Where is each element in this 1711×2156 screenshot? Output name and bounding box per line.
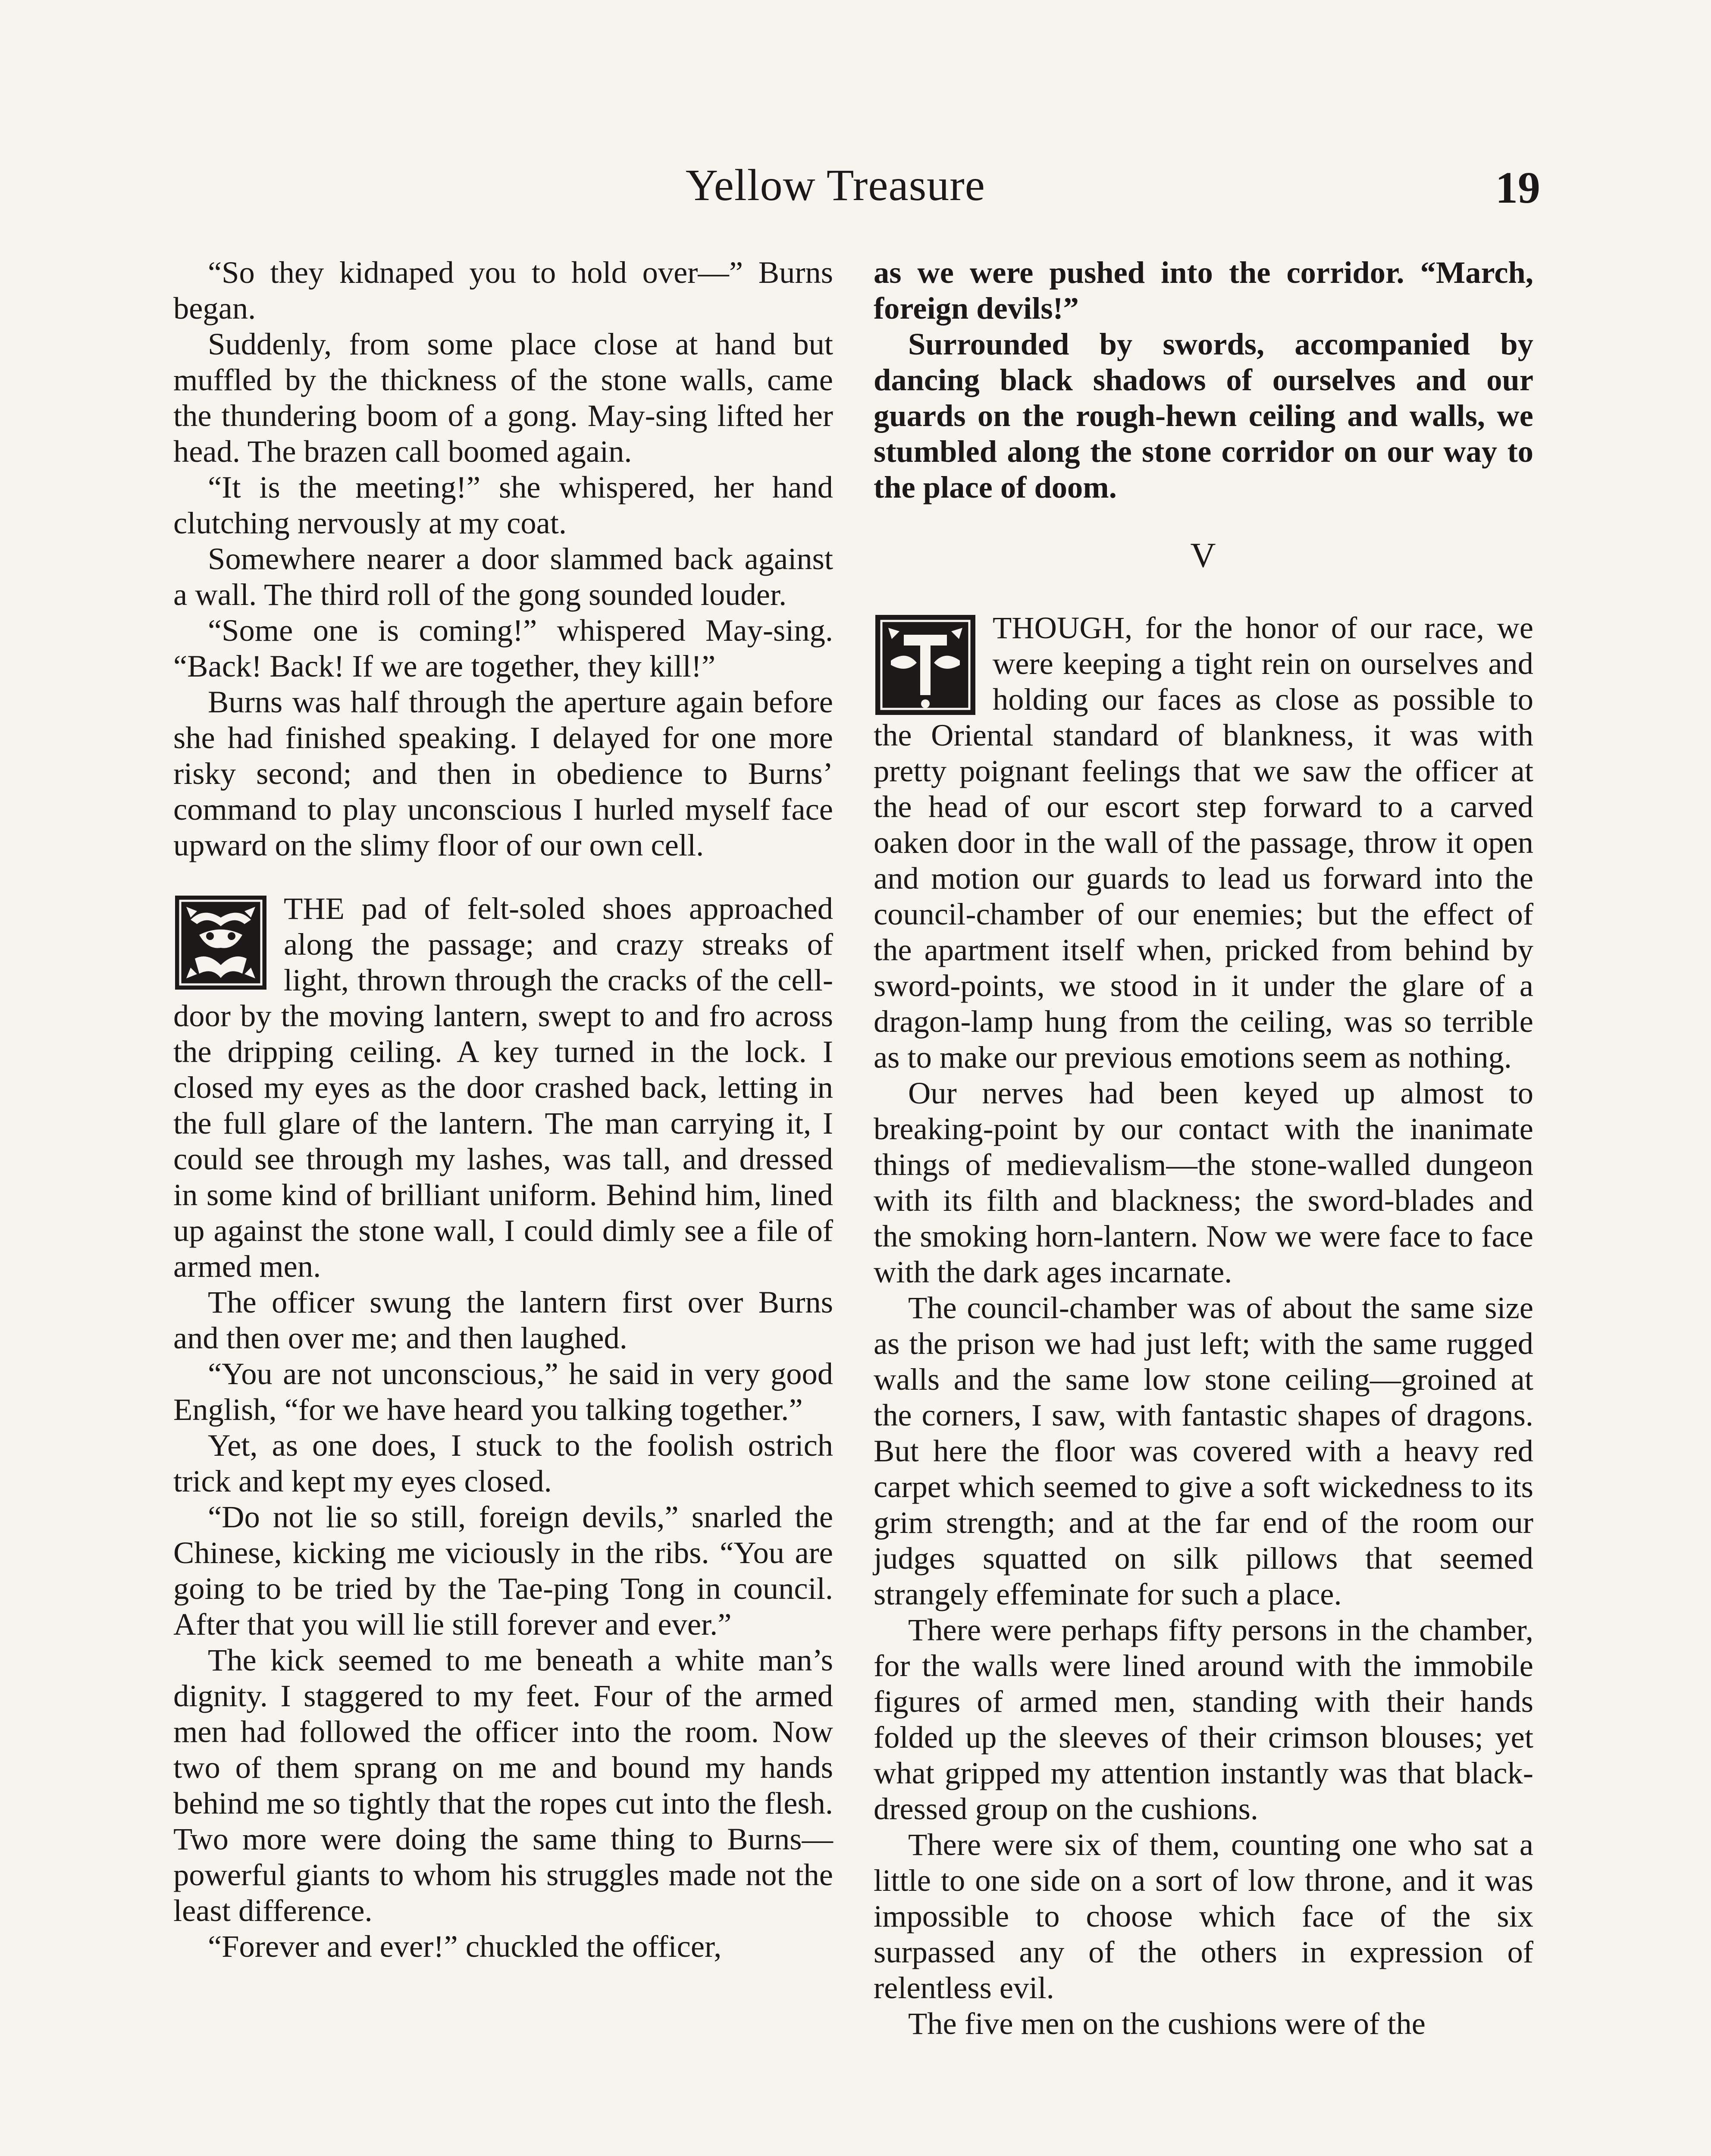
paragraph: “Do not lie so still, foreign devils,” snarled the Chinese, kicking me viciously in the ribs. “You are going to be tried by the Tae-ping Tong in council. After that you will lie still forever and ever.” bbox=[173, 1499, 833, 1642]
paragraph-with-initial: THOUGH, for the honor of our race, we were keeping a tight rein on ourselves and holding our faces as close as possible to the Oriental standard of blankness, it was with pretty poignant feelings that we saw the officer at the head of our escort step forward to a carved oaken door in the wall of the passage, throw it open and motion our guards to lead us forward into the council-chamber of our enemies; but the effect of the apartment itself when, pricked from behind by sword-points, we stood in it under the glare of a dragon-lamp hung from the ceiling, was so terrible as to make our previous emotions seem as nothing. bbox=[874, 610, 1533, 1075]
paragraph: There were perhaps fifty persons in the chamber, for the walls were lined around with the immobile figures of armed men, standing with their hands folded up the sleeves of their crimson blouses; yet what gripped my attention instantly was that black-dressed group on the cushions. bbox=[874, 1612, 1533, 1826]
paragraph: Burns was half through the aperture again before she had finished speaking. I delayed for one more risky second; and then in obedience to Burns’ command to play unconscious I hurled myself face upward on the slimy floor of our own cell. bbox=[173, 684, 833, 862]
page-number: 19 bbox=[1495, 163, 1540, 213]
section-break bbox=[173, 863, 833, 890]
paragraph: There were six of them, counting one who sat a little to one side on a sort of low throne, and it was impossible to choose which face of the six surpassed any of the others in expression of relentless evil. bbox=[874, 1827, 1533, 2005]
ornamental-initial-icon bbox=[173, 894, 268, 991]
paragraph: “Some one is coming!” whispered May-sing. “Back! Back! If we are together, they kill!” bbox=[173, 613, 833, 683]
ornamental-initial-icon bbox=[874, 613, 977, 717]
paragraph: “Forever and ever!” chuckled the officer, bbox=[208, 1929, 722, 1964]
paragraph: Somewhere nearer a door slammed back against a wall. The third roll of the gong sounded louder. bbox=[173, 541, 833, 612]
paragraph: “It is the meeting!” she whispered, her hand clutching nervously at my coat. bbox=[173, 470, 833, 540]
paragraph: Yet, as one does, I stuck to the foolish ostrich trick and kept my eyes closed. bbox=[173, 1428, 833, 1498]
section-numeral: V bbox=[1190, 536, 1217, 575]
paragraph: “So they kidnaped you to hold over—” Burns began. bbox=[173, 255, 833, 326]
running-title: Yellow Treasure bbox=[686, 160, 985, 210]
paragraph: The five men on the cushions were of the bbox=[908, 2006, 1426, 2041]
left-column bbox=[173, 254, 833, 1964]
paragraph-with-initial: THE pad of felt-soled shoes approached along the passage; and crazy streaks of light, thrown through the cracks of the cell-door by the moving lantern, swept to and fro across the dripping ceiling. A key turned in the lock. I closed my eyes as the door crashed back, letting in the full glare of the lantern. The man carrying it, I could see through my lashes, was tall, and dressed in some kind of brilliant uniform. Behind him, lined up against the stone wall, I could dimly see a file of armed men. bbox=[173, 891, 833, 1284]
paragraph: “You are not unconscious,” he said in very good English, “for we have heard you talking together.” bbox=[173, 1356, 833, 1427]
paragraph: The kick seemed to me beneath a white man’s dignity. I staggered to my feet. Four of the armed men had followed the officer into the room. Now two of them sprang on me and bound my hands behind me so tightly that the ropes cut into the flesh. Two more were doing the same thing to Burns—powerful giants to whom his struggles made not the least difference. bbox=[173, 1642, 833, 1928]
paragraph: The council-chamber was of about the same size as the prison we had just left; with the same rugged walls and the same low stone ceiling—groined at the corners, I saw, with fantastic shapes of dragons. But here the floor was covered with a heavy red carpet which seemed to give a soft wickedness to its grim strength; and at the far end of the room our judges squatted on silk pillows that seemed strangely effeminate for such a place. bbox=[874, 1290, 1533, 1611]
paragraph: Suddenly, from some place close at hand but muffled by the thickness of the stone walls, came the thundering boom of a gong. May-sing lifted her head. The brazen call boomed again. bbox=[173, 326, 833, 469]
right-column bbox=[874, 254, 1533, 2041]
paragraph: Surrounded by swords, accompanied by dancing black shadows of ourselves and our guards on the rough-hewn ceiling and walls, we stumbled along the stone corridor on our way to the place of doom. bbox=[874, 326, 1533, 505]
paragraph: Our nerves had been keyed up almost to breaking-point by our contact with the inanimate things of medievalism—the stone-walled dungeon with its filth and blackness; the sword-blades and the smoking horn-lantern. Now we were face to face with the dark ages incarnate. bbox=[874, 1075, 1533, 1289]
paragraph: The officer swung the lantern first over Burns and then over me; and then laughed. bbox=[173, 1285, 833, 1355]
paragraph-continuation: as we were pushed into the corridor. “March, foreign devils!” bbox=[874, 255, 1533, 326]
